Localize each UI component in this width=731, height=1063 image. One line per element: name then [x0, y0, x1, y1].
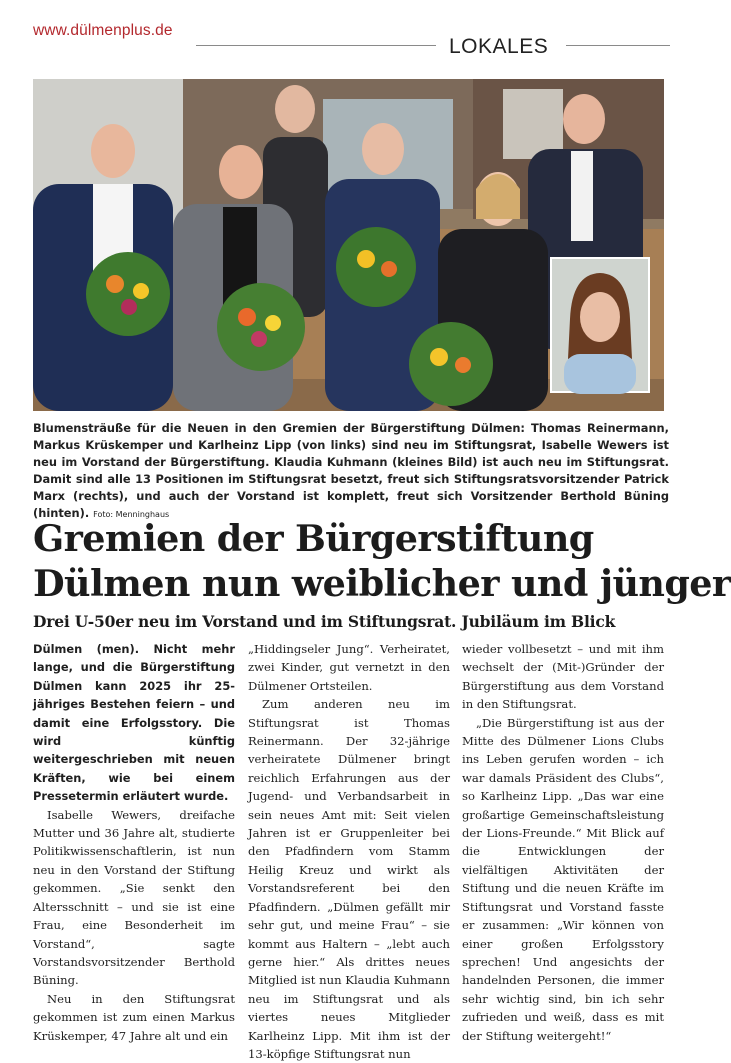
article-column-1	[33, 640, 235, 1045]
header-rule-right	[566, 45, 670, 46]
subheadline: Drei U-50er neu im Vorstand und im Stiftungsrat. Jubiläum im Blick	[33, 612, 616, 631]
group-photo	[33, 79, 664, 411]
site-url[interactable]: www.dülmenplus.de	[33, 22, 173, 39]
body-paragraph: Neu in den Stiftungsrat gekommen ist zum einen Markus Krüskemper, 47 Jahre alt und ein	[33, 991, 235, 1043]
body-paragraph: wieder vollbesetzt – und mit ihm wechselt der (Mit-)Gründer der Bürgerstiftung aus dem Vorstand in den Stiftungsrat.	[462, 642, 664, 712]
body-paragraph: „Die Bürgerstiftung ist aus der Mitte des Dülmener Lions Clubs ins Leben gerufen worden – ich war damals Präsident des Clubs“, so Karlheinz Lipp. „Das war eine großartige Gemeinschaftsleistung der Lions-Freunde.“ Mit Blick auf die Entwicklungen der vielfältigen Aktivitäten der Stiftung und die neuen Kräfte im Stiftungsrat und Vorstand fasste er zusammen: „Wir können von einer großen Erfolgsstory sprechen! Und angesichts der handelnden Personen, die immer sehr wichtig sind, bin ich sehr zufrieden und weiß, dass es mit der Stiftung weitergeht!“	[462, 715, 664, 1043]
article-column-3	[462, 640, 664, 1045]
headline-line-1: Gremien der Bürgerstiftung	[33, 517, 594, 560]
section-label: LOKALES	[449, 35, 549, 58]
headline-line-2: Dülmen nun weiblicher und jünger	[33, 562, 731, 605]
photo-credit: Foto: Menninghaus	[93, 510, 170, 519]
body-paragraph: Zum anderen neu im Stiftungsrat ist Thomas Reinermann. Der 32-jährige verheiratete Dülmener bringt reichlich Erfahrungen aus der Jugend- und Verbandsarbeit in sein neues Amt mit: Seit vielen Jahren ist er Gruppenleiter bei den Pfadfindern vom Stamm Heilig Kreuz und wirkt als Vorstandsreferent bei den Pfadfindern. „Dülmen gefällt mir sehr gut, und meine Frau“ – sie kommt aus Haltern – „lebt auch gerne hier.“ Als drittes neues Mitglied ist nun Klaudia Kuhmann neu im Stiftungsrat und als viertes neues Mitglieder Karlheinz Lipp. Mit ihm ist der 13-köpfige Stiftungsrat nun	[248, 697, 450, 1061]
inset-photo	[550, 257, 650, 393]
photo-caption	[33, 420, 669, 523]
caption-text: Blumensträuße für die Neuen in den Gremien der Bürgerstiftung Dülmen: Thomas Reinermann, Markus Krüskemper und Karlheinz Lipp (von links) sind neu im Stiftungsrat, Isabelle Wewers ist neu im Vorstand der Bürgerstiftung. Klaudia Kuhmann (kleines Bild) ist auch neu im Stiftungsrat. Damit sind alle 13 Positionen im Stiftungsrat besetzt, freut sich Stiftungsratsvorsitzender Patrick Marx (rechts), und auch der Vorstand ist komplett, freut sich Vorsitzender Berthold Büning (hinten).	[33, 421, 669, 520]
article-column-2	[248, 640, 450, 1063]
lead-paragraph: Dülmen (men). Nicht mehr lange, und die Bürgerstiftung Dülmen kann 2025 ihr 25-jähriges Bestehen feiern – und damit eine Erfolgsstory. Die wird künftig weitergeschrieben mit neuen Kräften, wie bei einem Pressetermin erläutert wurde.	[33, 642, 235, 804]
header-rule-left	[196, 45, 436, 46]
body-paragraph: „Hiddingseler Jung“. Verheiratet, zwei Kinder, gut vernetzt in den Dülmener Ortsteilen.	[248, 642, 450, 693]
body-paragraph: Isabelle Wewers, dreifache Mutter und 36 Jahre alt, studierte Politikwissenschaftlerin, ist nun neu in den Vorstand der Stiftung gekommen. „Sie senkt den Altersschnitt – und sie ist eine Frau, eine Besonderheit im Vorstand“, sagte Vorstandsvorsitzender Berthold Büning.	[33, 807, 235, 988]
